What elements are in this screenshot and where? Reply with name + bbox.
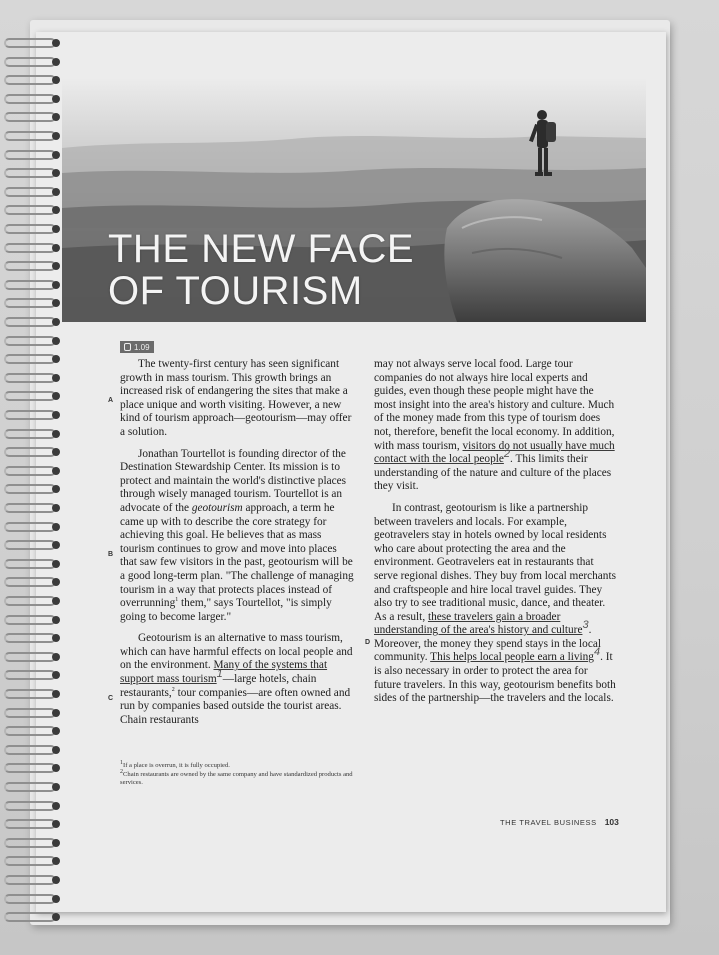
spiral-coil	[4, 410, 56, 420]
binding-hole	[52, 337, 60, 345]
binding-hole	[52, 39, 60, 47]
binding-hole	[52, 504, 60, 512]
binding-hole	[52, 188, 60, 196]
underlined-phrase-4: This helps local people earn a living	[430, 651, 594, 664]
paragraph-b-text-3: them," says Tourtellot, "is simply going to become larger."	[120, 597, 332, 623]
binding-hole	[52, 448, 60, 456]
spiral-coil	[4, 708, 56, 718]
spiral-coil	[4, 187, 56, 197]
footnote-1-number: 1	[120, 759, 123, 766]
footnote-2-text: Chain restaurants are owned by the same company and have standardized products and services.	[120, 770, 353, 787]
spiral-coil	[4, 670, 56, 680]
spiral-coil	[4, 484, 56, 494]
binding-hole	[52, 541, 60, 549]
spiral-coil	[4, 57, 56, 67]
spiral-coil	[4, 447, 56, 457]
binding-hole	[52, 876, 60, 884]
footnote-2-number: 2	[120, 768, 123, 775]
binding-hole	[52, 76, 60, 84]
binding-hole	[52, 709, 60, 717]
paragraph-b-text: Jonathan Tourtellot is founding director of the Destination Stewardship Center. Its mission is to protect and maintain the world's distinctive places through wisely managed tourism. Tourtellot is an advocate of the	[120, 447, 347, 514]
binding-hole	[52, 430, 60, 438]
binding-hole	[52, 820, 60, 828]
spiral-coil	[4, 224, 56, 234]
binding-hole	[52, 783, 60, 791]
binding-hole	[52, 355, 60, 363]
paragraph-marker-c: C	[108, 695, 114, 702]
handwritten-note-4: 4	[593, 646, 601, 659]
binding-hole	[52, 206, 60, 214]
article-column-right	[374, 358, 616, 714]
paragraph-c	[120, 632, 356, 727]
spiral-coil	[4, 726, 56, 736]
spiral-coil	[4, 745, 56, 755]
paragraph-marker-a: A	[108, 397, 114, 404]
spiral-coil	[4, 856, 56, 866]
paragraph-c-text: Geotourism is an alternative to mass tourism, which can have harmful effects on local people and on the environment.	[120, 632, 353, 672]
binding-hole	[52, 839, 60, 847]
binding-hole	[52, 95, 60, 103]
binding-hole	[52, 467, 60, 475]
spiral-coil	[4, 75, 56, 85]
footer-section-title: THE TRAVEL BUSINESS	[500, 818, 597, 827]
spiral-coil	[4, 559, 56, 569]
footnote-1	[120, 759, 370, 771]
binding-hole	[52, 169, 60, 177]
spiral-coil	[4, 912, 56, 922]
spiral-coil	[4, 763, 56, 773]
binding-hole	[52, 374, 60, 382]
binding-hole	[52, 58, 60, 66]
spiral-coil	[4, 373, 56, 383]
page-number: 103	[604, 817, 619, 827]
underlined-phrase-3: these travelers gain a broader understanding of the area's history and culture	[374, 610, 583, 637]
binding-hole	[52, 113, 60, 121]
spiral-coil	[4, 298, 56, 308]
footnote-2	[120, 768, 370, 788]
paragraph-d-text-3: . It is also necessary in order to protect the area for future travelers. In this way, geotourism benefits both sides of the partnership—the travelers and the locals.	[374, 651, 616, 705]
binding-hole	[52, 485, 60, 493]
spiral-coil	[4, 689, 56, 699]
spiral-coil	[4, 150, 56, 160]
spiral-coil	[4, 336, 56, 346]
paragraph-a: The twenty-first century has seen significant growth in mass tourism. This growth brings an increased risk of endangering the sites that make a place unique and worth visiting. However, a new kind of tourism approach—geotourism—may offer a solution.	[120, 358, 352, 438]
spiral-coil	[4, 168, 56, 178]
paragraph-marker-b: B	[108, 551, 114, 558]
paragraph-marker-d: D	[365, 639, 371, 646]
spiral-coil	[4, 596, 56, 606]
binding-hole	[52, 857, 60, 865]
footnote-1-text: If a place is overrun, it is fully occupied.	[123, 762, 230, 769]
handwritten-note-2: 2	[503, 448, 510, 461]
paragraph-b	[120, 448, 356, 625]
paragraph-c-continued	[374, 358, 616, 494]
binding-hole	[52, 151, 60, 159]
spiral-coil	[4, 466, 56, 476]
binding-hole	[52, 299, 60, 307]
spiral-coil	[4, 577, 56, 587]
spiral-coil	[4, 131, 56, 141]
spiral-coil	[4, 540, 56, 550]
spiral-coil	[4, 354, 56, 364]
footnote-ref-2: 2	[171, 686, 175, 693]
binding-hole	[52, 392, 60, 400]
article-column-left	[120, 358, 356, 735]
paragraph-c-text-3: tour companies—are often owned and run by companies based outside the tourist areas. Chain restaurants	[120, 686, 351, 726]
spiral-coil	[4, 838, 56, 848]
paragraph-d	[374, 502, 616, 706]
binding-hole	[52, 727, 60, 735]
binding-hole	[52, 913, 60, 921]
binding-hole	[52, 764, 60, 772]
paragraph-c-cont-text-2: . This limits their understanding of the nature and culture of the places they visit.	[374, 453, 612, 493]
binding-hole	[52, 318, 60, 326]
paragraph-d-text-2: . Moreover, the money they spend stays in the local community.	[374, 624, 601, 664]
binding-hole	[52, 281, 60, 289]
spiral-coil	[4, 503, 56, 513]
spiral-coil	[4, 391, 56, 401]
binding-hole	[52, 523, 60, 531]
spiral-coil	[4, 94, 56, 104]
footnotes	[120, 759, 370, 788]
spiral-coil	[4, 280, 56, 290]
footnote-ref-1: 1	[175, 597, 179, 604]
handwritten-note-1: 1	[216, 668, 223, 681]
binding-hole	[52, 616, 60, 624]
spiral-coil	[4, 801, 56, 811]
binding-hole	[52, 560, 60, 568]
spiral-coil	[4, 819, 56, 829]
spiral-coil	[4, 112, 56, 122]
audio-track-badge	[120, 341, 154, 353]
underlined-phrase-1: Many of the systems that support mass tourism	[120, 659, 328, 686]
spiral-coil	[4, 615, 56, 625]
handwritten-note-3: 3	[582, 619, 589, 632]
paragraph-b-italic-term: geotourism	[191, 501, 243, 514]
spiral-coil	[4, 38, 56, 48]
spiral-coil	[4, 522, 56, 532]
spiral-coil	[4, 243, 56, 253]
page-footer	[500, 817, 619, 827]
binding-hole	[52, 634, 60, 642]
binding-hole	[52, 262, 60, 270]
spiral-coil	[4, 894, 56, 904]
paragraph-b-text-2: approach, a term he came up with to describe the core strategy for achieving this goal. He believes that as mass tourism continues to grow and move into places that saw few visitors in the past, geotourism will be a good long-term plan. "The challenge of managing tourism in a way that protects places instead of overrunning	[120, 501, 354, 610]
binding-hole	[52, 244, 60, 252]
spiral-binding	[0, 20, 60, 920]
binding-hole	[52, 653, 60, 661]
headphones-icon	[124, 343, 131, 351]
spiral-coil	[4, 633, 56, 643]
binding-hole	[52, 578, 60, 586]
paragraph-c-cont-text: may not always serve local food. Large tour companies do not always hire local experts and guides, even though these people might have the most insight into the area's history and culture. Much of the money made from this type of tourism does not, therefore, benefit the local economy. In addition, with mass tourism,	[374, 358, 615, 452]
paragraph-c-text-2: —large hotels, chain restaurants,	[120, 673, 317, 699]
spiral-coil	[4, 317, 56, 327]
binding-hole	[52, 132, 60, 140]
binding-hole	[52, 671, 60, 679]
underlined-phrase-2: visitors do not usually have much contact with the local people	[374, 439, 615, 466]
binding-hole	[52, 225, 60, 233]
spiral-coil	[4, 875, 56, 885]
article-title: THE NEW FACE OF TOURISM	[108, 227, 415, 313]
binding-hole	[52, 746, 60, 754]
paragraph-d-text: In contrast, geotourism is like a partnership between travelers and locals. For example, geotravelers stay in hotels owned by local residents who care about protecting the area and the environment. Geotravelers eat in restaurants that serve regional dishes. They buy from local merchants and craftspeople and hire local travel guides. They also try to see traditional music, dance, and theater. As a result,	[374, 501, 616, 623]
binding-hole	[52, 802, 60, 810]
binding-hole	[52, 895, 60, 903]
binding-hole	[52, 411, 60, 419]
spiral-coil	[4, 429, 56, 439]
spiral-coil	[4, 205, 56, 215]
hero-photo	[62, 78, 646, 322]
spiral-coil	[4, 261, 56, 271]
spiral-coil	[4, 782, 56, 792]
audio-track-number: 1.09	[134, 342, 150, 352]
spiral-coil	[4, 652, 56, 662]
binding-hole	[52, 690, 60, 698]
binding-hole	[52, 597, 60, 605]
